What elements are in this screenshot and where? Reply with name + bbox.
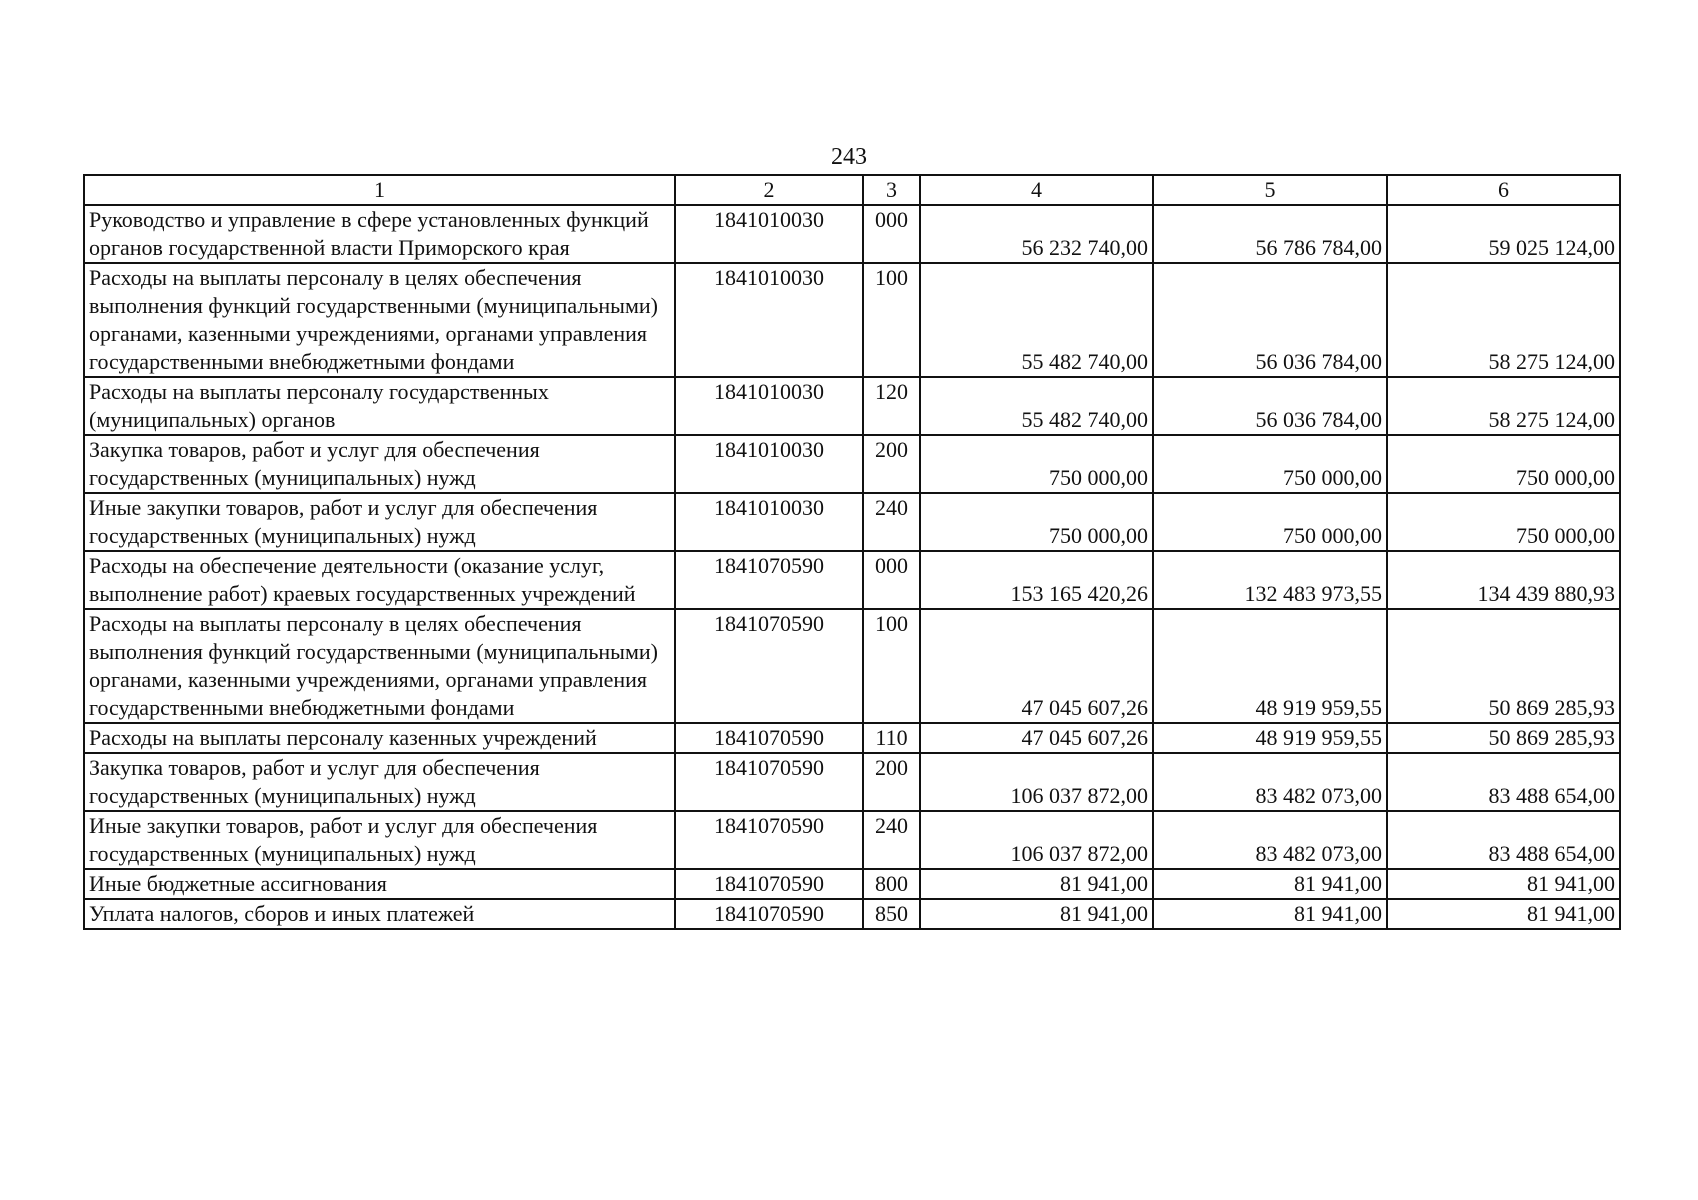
- amount-col4: 81 941,00: [920, 899, 1153, 929]
- amount-col4: 106 037 872,00: [920, 753, 1153, 811]
- amount-col6: 59 025 124,00: [1387, 205, 1620, 263]
- table-row: [84, 869, 1620, 899]
- amount-col4: 55 482 740,00: [920, 377, 1153, 435]
- expense-type: 100: [863, 263, 920, 377]
- amount-col4: 47 045 607,26: [920, 723, 1153, 753]
- expense-type: 000: [863, 551, 920, 609]
- expense-name: Расходы на выплаты персоналу в целях обеспечения выполнения функций государственными (муниципальными) органами, казенными учреждениями, органами управления государственными внебюджетными фондами: [84, 609, 675, 723]
- expense-name: Иные закупки товаров, работ и услуг для обеспечения государственных (муниципальных) нужд: [84, 493, 675, 551]
- table-row: [84, 899, 1620, 929]
- target-code: 1841070590: [675, 753, 863, 811]
- table-body: [84, 205, 1620, 929]
- header-cell: 6: [1387, 175, 1620, 205]
- table-row: [84, 609, 1620, 723]
- expense-name: Расходы на выплаты персоналу государственных (муниципальных) органов: [84, 377, 675, 435]
- expense-name: Иные закупки товаров, работ и услуг для обеспечения государственных (муниципальных) нужд: [84, 811, 675, 869]
- header-cell: 2: [675, 175, 863, 205]
- expense-type: 200: [863, 435, 920, 493]
- target-code: 1841070590: [675, 723, 863, 753]
- expense-type: 800: [863, 869, 920, 899]
- header-cell: 1: [84, 175, 675, 205]
- amount-col6: 58 275 124,00: [1387, 263, 1620, 377]
- expense-name: Руководство и управление в сфере установленных функций органов государственной власти Приморского края: [84, 205, 675, 263]
- amount-col5: 56 036 784,00: [1153, 377, 1387, 435]
- table-row: [84, 205, 1620, 263]
- amount-col5: 48 919 959,55: [1153, 723, 1387, 753]
- amount-col4: 153 165 420,26: [920, 551, 1153, 609]
- amount-col6: 750 000,00: [1387, 435, 1620, 493]
- page-number: 243: [831, 144, 867, 170]
- amount-col6: 83 488 654,00: [1387, 753, 1620, 811]
- target-code: 1841010030: [675, 205, 863, 263]
- amount-col6: 50 869 285,93: [1387, 609, 1620, 723]
- amount-col5: 750 000,00: [1153, 493, 1387, 551]
- budget-table: [83, 174, 1621, 930]
- amount-col5: 56 036 784,00: [1153, 263, 1387, 377]
- amount-col4: 106 037 872,00: [920, 811, 1153, 869]
- amount-col6: 134 439 880,93: [1387, 551, 1620, 609]
- header-cell: 5: [1153, 175, 1387, 205]
- header-cell: 4: [920, 175, 1153, 205]
- expense-type: 100: [863, 609, 920, 723]
- amount-col5: 81 941,00: [1153, 899, 1387, 929]
- target-code: 1841070590: [675, 811, 863, 869]
- amount-col4: 47 045 607,26: [920, 609, 1153, 723]
- amount-col5: 48 919 959,55: [1153, 609, 1387, 723]
- expense-type: 200: [863, 753, 920, 811]
- expense-name: Иные бюджетные ассигнования: [84, 869, 675, 899]
- amount-col6: 750 000,00: [1387, 493, 1620, 551]
- amount-col5: 83 482 073,00: [1153, 753, 1387, 811]
- amount-col4: 55 482 740,00: [920, 263, 1153, 377]
- expense-name: Закупка товаров, работ и услуг для обеспечения государственных (муниципальных) нужд: [84, 435, 675, 493]
- amount-col6: 83 488 654,00: [1387, 811, 1620, 869]
- expense-name: Закупка товаров, работ и услуг для обеспечения государственных (муниципальных) нужд: [84, 753, 675, 811]
- target-code: 1841070590: [675, 609, 863, 723]
- amount-col6: 81 941,00: [1387, 869, 1620, 899]
- table-row: [84, 753, 1620, 811]
- target-code: 1841070590: [675, 899, 863, 929]
- target-code: 1841010030: [675, 377, 863, 435]
- expense-type: 240: [863, 811, 920, 869]
- table-row: [84, 493, 1620, 551]
- header-cell: 3: [863, 175, 920, 205]
- target-code: 1841010030: [675, 493, 863, 551]
- amount-col4: 750 000,00: [920, 435, 1153, 493]
- amount-col6: 58 275 124,00: [1387, 377, 1620, 435]
- table-row: [84, 377, 1620, 435]
- amount-col5: 132 483 973,55: [1153, 551, 1387, 609]
- expense-type: 110: [863, 723, 920, 753]
- expense-name: Расходы на выплаты персоналу в целях обеспечения выполнения функций государственными (муниципальными) органами, казенными учреждениями, органами управления государственными внебюджетными фондами: [84, 263, 675, 377]
- amount-col5: 750 000,00: [1153, 435, 1387, 493]
- expense-type: 850: [863, 899, 920, 929]
- expense-name: Уплата налогов, сборов и иных платежей: [84, 899, 675, 929]
- table-row: [84, 723, 1620, 753]
- expense-name: Расходы на обеспечение деятельности (оказание услуг, выполнение работ) краевых государственных учреждений: [84, 551, 675, 609]
- amount-col6: 50 869 285,93: [1387, 723, 1620, 753]
- amount-col5: 83 482 073,00: [1153, 811, 1387, 869]
- target-code: 1841010030: [675, 263, 863, 377]
- header-row: [84, 175, 1620, 205]
- target-code: 1841070590: [675, 869, 863, 899]
- expense-name: Расходы на выплаты персоналу казенных учреждений: [84, 723, 675, 753]
- amount-col4: 81 941,00: [920, 869, 1153, 899]
- table-row: [84, 263, 1620, 377]
- expense-type: 000: [863, 205, 920, 263]
- target-code: 1841070590: [675, 551, 863, 609]
- target-code: 1841010030: [675, 435, 863, 493]
- expense-type: 240: [863, 493, 920, 551]
- table-row: [84, 811, 1620, 869]
- amount-col5: 81 941,00: [1153, 869, 1387, 899]
- table-row: [84, 435, 1620, 493]
- amount-col5: 56 786 784,00: [1153, 205, 1387, 263]
- amount-col6: 81 941,00: [1387, 899, 1620, 929]
- table-row: [84, 551, 1620, 609]
- amount-col4: 750 000,00: [920, 493, 1153, 551]
- expense-type: 120: [863, 377, 920, 435]
- amount-col4: 56 232 740,00: [920, 205, 1153, 263]
